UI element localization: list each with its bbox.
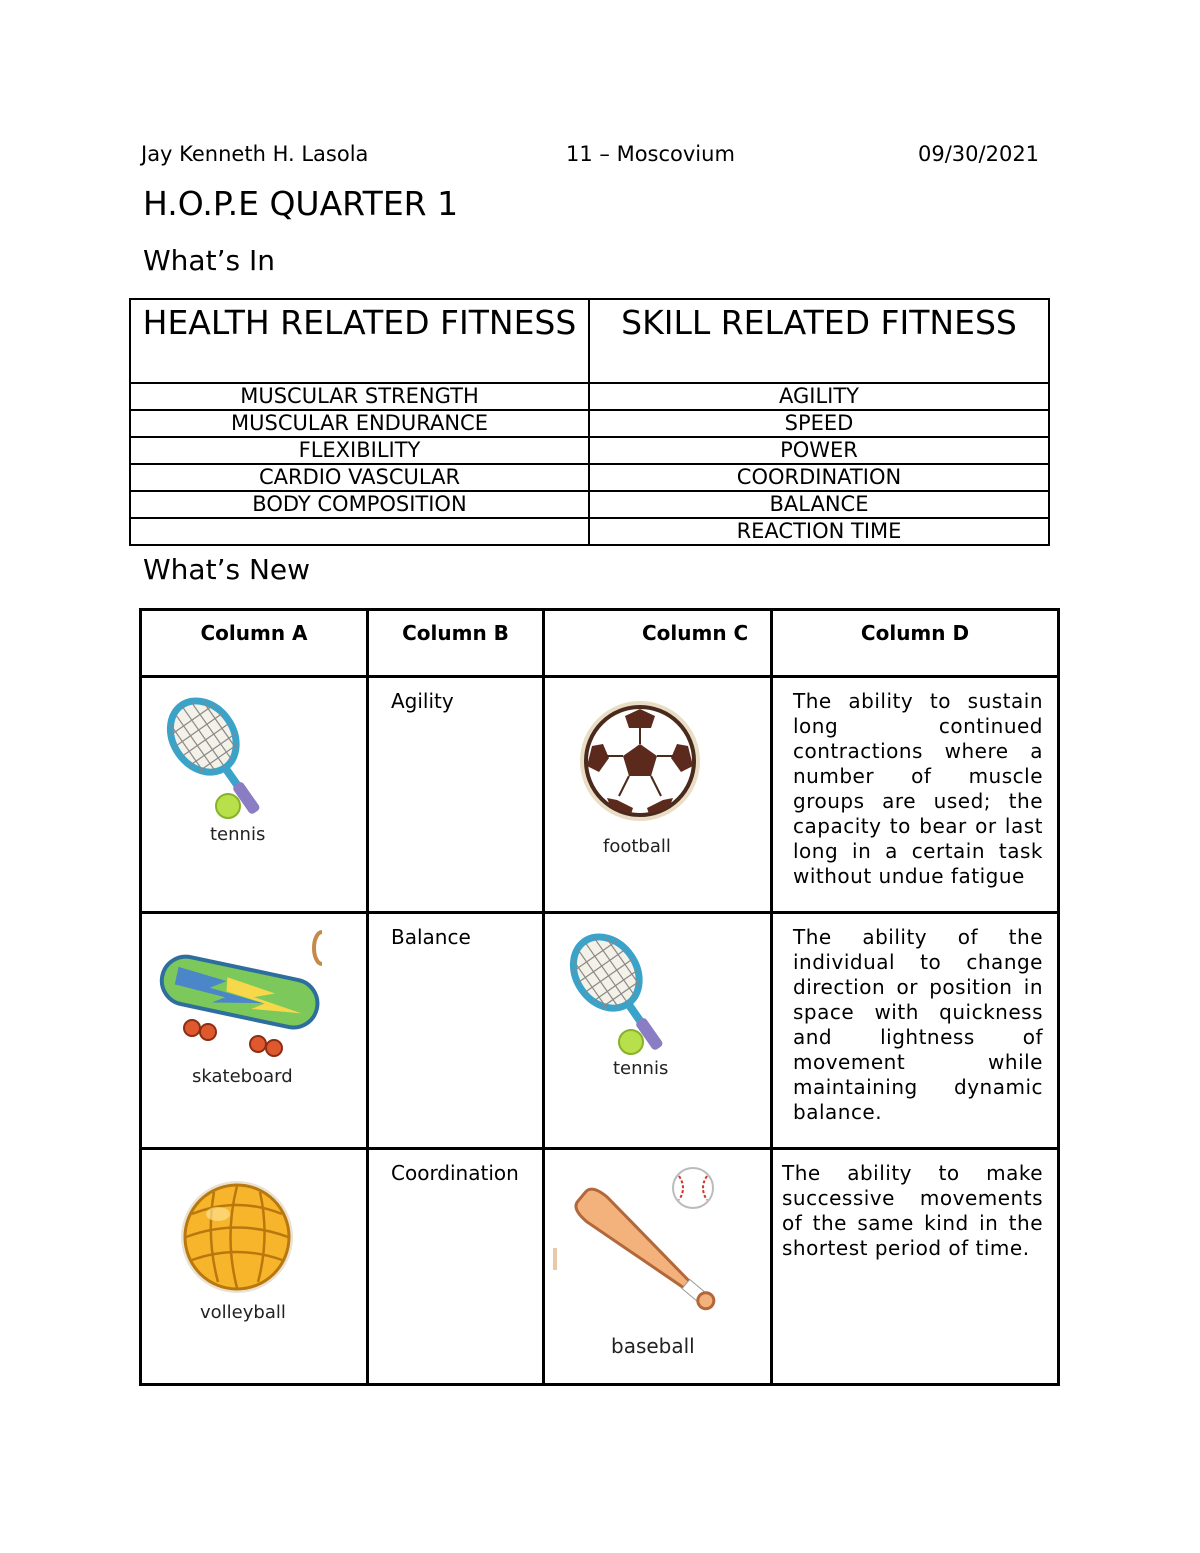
health-cell: MUSCULAR ENDURANCE [130,410,589,437]
health-cell: MUSCULAR STRENGTH [130,383,589,410]
table-row [141,1149,1059,1385]
tennis-racket-icon [160,694,310,824]
column-c-cell [544,677,772,913]
tennis-racket-icon [563,930,713,1060]
skill-cell: SPEED [589,410,1049,437]
matching-table [139,608,1060,1386]
table-row [141,677,1059,913]
column-a-cell [141,1149,368,1385]
skill-cell: BALANCE [589,491,1049,518]
column-b-cell: Coordination [368,1149,544,1385]
column-a-header: Column A [141,610,368,677]
student-section: 11 – Moscovium [566,142,735,166]
health-related-header: HEALTH RELATED FITNESS [130,299,589,383]
health-cell: CARDIO VASCULAR [130,464,589,491]
volleyball-caption: volleyball [200,1302,286,1323]
health-cell: BODY COMPOSITION [130,491,589,518]
skill-cell: COORDINATION [589,464,1049,491]
whats-in-heading: What’s In [143,244,275,277]
column-a-cell [141,677,368,913]
tennis-caption: tennis [613,1058,669,1079]
column-b-header: Column B [368,610,544,677]
football-caption: football [603,836,671,857]
column-c-cell [544,913,772,1149]
table-row [130,383,1049,410]
partial-object-icon [312,930,322,966]
table-row [130,491,1049,518]
column-d-cell: The ability of the individual to change direction or position in space with quickness and lightness of movement while maintaining dynamic balance. [772,913,1059,1149]
document-date: 09/30/2021 [918,142,1040,166]
column-c-cell [544,1149,772,1385]
column-d-header: Column D [772,610,1059,677]
fitness-table [129,298,1050,546]
baseball-bat-icon [553,1164,743,1332]
table-row [130,464,1049,491]
column-b-cell: Balance [368,913,544,1149]
column-d-cell: The ability to sustain long continued contractions where a number of muscle groups are used; the capacity to bear or last long in a certain task without undue fatigue [772,677,1059,913]
health-cell [130,518,589,545]
table-row [130,518,1049,545]
student-name: Jay Kenneth H. Lasola [141,142,369,166]
skill-cell: AGILITY [589,383,1049,410]
health-cell: FLEXIBILITY [130,437,589,464]
baseball-caption: baseball [611,1334,695,1358]
page-title: H.O.P.E QUARTER 1 [143,184,459,223]
whats-new-heading: What’s New [143,553,311,586]
matching-table-header [141,610,1059,677]
soccer-ball-icon [575,696,705,826]
table-row [130,410,1049,437]
column-b-cell: Agility [368,677,544,913]
skill-cell: POWER [589,437,1049,464]
skateboard-caption: skateboard [192,1066,293,1087]
table-row [130,437,1049,464]
skill-cell: REACTION TIME [589,518,1049,545]
column-d-cell: The ability to make successive movements of the same kind in the shortest period of time. [772,1149,1059,1385]
skateboard-icon [154,950,324,1060]
tennis-caption: tennis [210,824,266,845]
fitness-table-header [130,299,1049,383]
volleyball-icon [178,1178,296,1296]
table-row [141,913,1059,1149]
column-c-header: Column C [544,610,772,677]
skill-related-header: SKILL RELATED FITNESS [589,299,1049,383]
column-a-cell [141,913,368,1149]
